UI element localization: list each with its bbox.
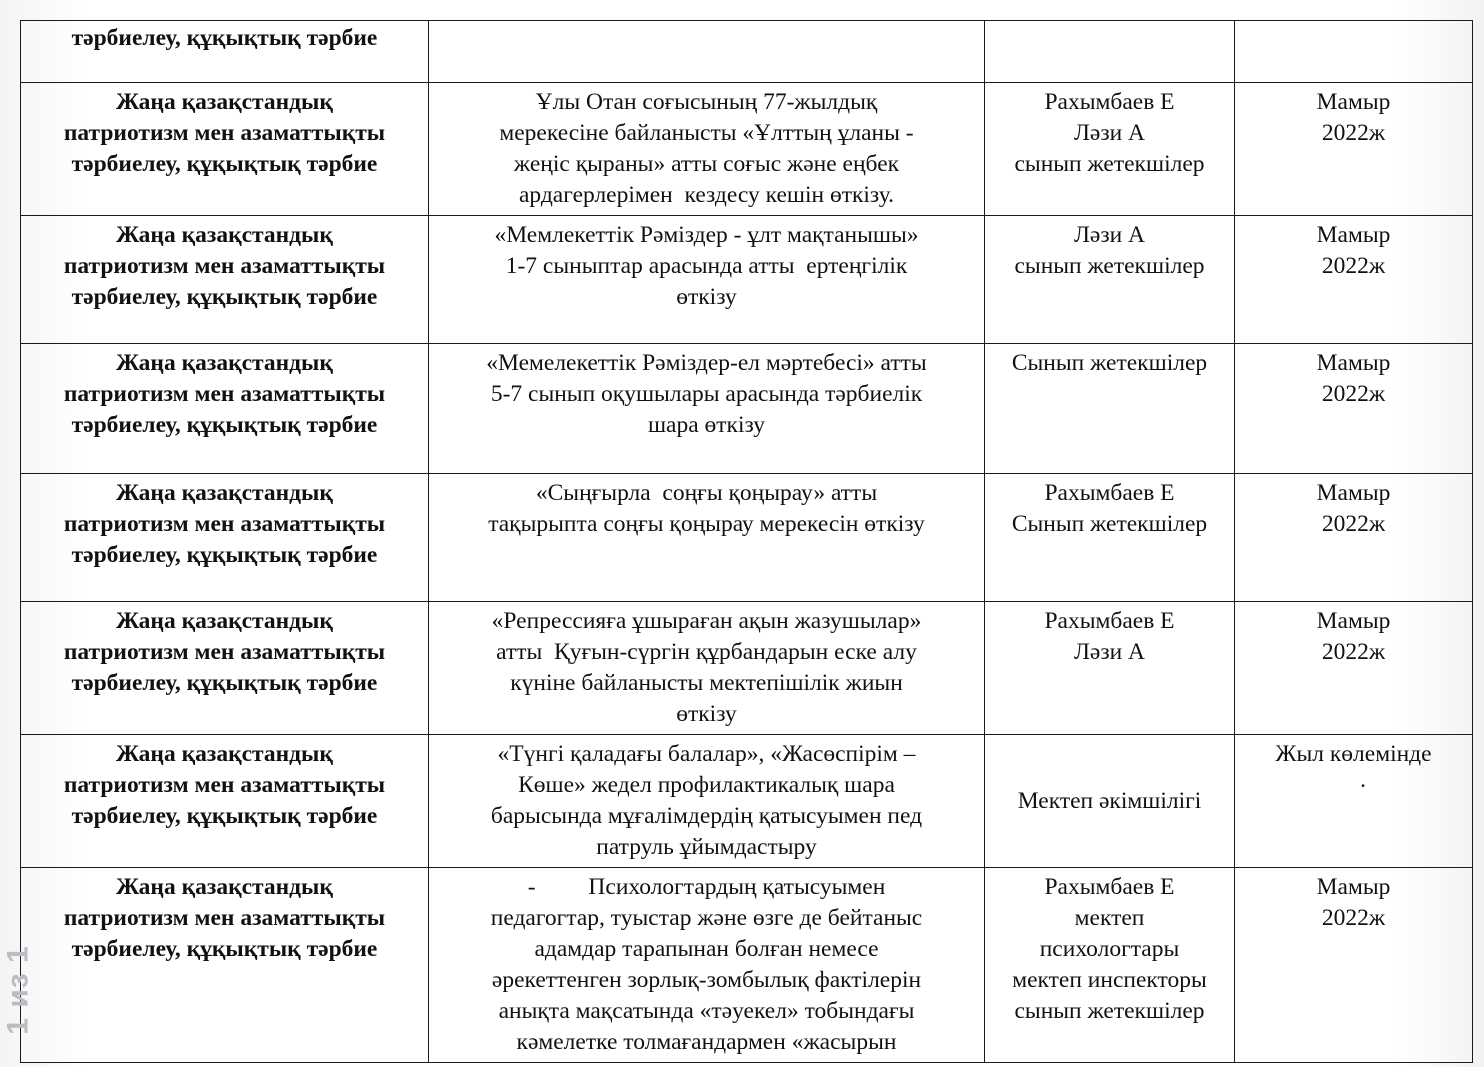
page-counter-text: 1 из 1 — [2, 945, 35, 1035]
table-body — [21, 21, 1473, 1063]
direction-cell — [21, 83, 429, 216]
table-row — [21, 735, 1473, 868]
event-line: патруль ұйымдастыру — [596, 834, 817, 860]
responsible-line: мектеп — [1074, 905, 1145, 931]
responsible-line: Мектеп әкімшілігі — [1017, 787, 1202, 814]
event-line: адамдар тарапынан болған немесе — [534, 936, 879, 962]
responsible-cell — [985, 602, 1235, 735]
event-line: атты Қуғын-сүргін құрбандарын еске алу — [496, 639, 917, 665]
direction-line: патриотизм мен азаматтықты — [63, 120, 386, 146]
direction-line: патриотизм мен азаматтықты — [63, 905, 386, 931]
event-line: өткізу — [676, 701, 737, 727]
direction-line: Жаңа қазақстандық — [116, 608, 333, 634]
responsible-line: мектеп инспекторы — [1012, 967, 1207, 993]
direction-line: тәрбиелеу, құқықтық тәрбие — [71, 936, 378, 962]
direction-cell — [21, 344, 429, 474]
direction-line: Жаңа қазақстандық — [116, 89, 333, 115]
direction-line: Жаңа қазақстандық — [116, 741, 333, 767]
event-cell — [429, 474, 985, 602]
responsible-line: Ләзи А — [1073, 222, 1146, 248]
event-cell — [429, 344, 985, 474]
direction-line: тәрбиелеу, құқықтық тәрбие — [71, 151, 378, 177]
date-line: Мамыр — [1316, 480, 1391, 506]
direction-line: тәрбиелеу, құқықтық тәрбие — [71, 284, 378, 310]
date-line: Мамыр — [1316, 874, 1391, 900]
event-line: «Түнгі қаладағы балалар», «Жасөспірім – — [497, 741, 916, 767]
date-line: 2022ж — [1321, 511, 1386, 537]
responsible-line: психологтары — [1039, 936, 1180, 962]
direction-line: Жаңа қазақстандық — [116, 350, 333, 376]
event-line: өткізу — [676, 284, 737, 310]
direction-line: Жаңа қазақстандық — [116, 222, 333, 248]
event-cell — [429, 21, 985, 83]
responsible-cell — [985, 735, 1235, 868]
direction-line: тәрбиелеу, құқықтық тәрбие — [71, 412, 378, 438]
event-plan-table — [20, 20, 1473, 1063]
responsible-cell — [985, 868, 1235, 1063]
event-line: ардагерлерімен кездесу кешін өткізу. — [518, 182, 894, 208]
event-line: «Мемлекеттік Рәміздер - ұлт мақтанышы» — [494, 222, 919, 248]
date-line: . — [1360, 767, 1366, 793]
responsible-line: Сынып жетекшілер — [1011, 511, 1208, 537]
event-line: кәмелетке толмағандармен «жасырын — [516, 1029, 897, 1055]
date-cell — [1235, 474, 1473, 602]
date-cell — [1235, 602, 1473, 735]
direction-line: патриотизм мен азаматтықты — [63, 772, 386, 798]
table-row — [21, 474, 1473, 602]
date-cell — [1235, 735, 1473, 868]
table-row — [21, 216, 1473, 344]
date-line: Мамыр — [1316, 350, 1391, 376]
event-line: Көше» жедел профилактикалық шара — [518, 772, 895, 798]
event-line: 1-7 сыныптар арасында атты ертеңгілік — [505, 253, 908, 279]
event-line: - Психологтардың қатысуымен — [527, 874, 886, 900]
direction-cell — [21, 868, 429, 1063]
direction-cell — [21, 216, 429, 344]
table-row — [21, 868, 1473, 1063]
direction-cell — [21, 21, 429, 83]
direction-cell — [21, 602, 429, 735]
direction-line: патриотизм мен азаматтықты — [63, 381, 386, 407]
responsible-cell — [985, 474, 1235, 602]
date-cell — [1235, 216, 1473, 344]
event-line: «Репрессияға ұшыраған ақын жазушылар» — [491, 608, 922, 634]
date-line: Жыл көлемінде — [1275, 741, 1432, 767]
responsible-cell — [985, 21, 1235, 83]
date-line: Мамыр — [1316, 608, 1391, 634]
direction-line: тәрбиелеу, құқықтық тәрбие — [71, 542, 378, 568]
responsible-line: Рахымбаев Е — [1044, 89, 1175, 115]
event-line: «Мемелекеттік Рәміздер-ел мәртебесі» атты — [486, 350, 927, 376]
date-line: 2022ж — [1321, 120, 1386, 146]
table-row — [21, 83, 1473, 216]
date-line: 2022ж — [1321, 253, 1386, 279]
event-line: күніне байланысты мектепішілік жиын — [510, 670, 903, 696]
responsible-line: сынып жетекшілер — [1014, 151, 1205, 177]
event-cell — [429, 83, 985, 216]
direction-line: Жаңа қазақстандық — [116, 480, 333, 506]
responsible-line: Рахымбаев Е — [1044, 874, 1175, 900]
table-row — [21, 21, 1473, 83]
date-cell — [1235, 21, 1473, 83]
date-line: 2022ж — [1321, 639, 1386, 665]
responsible-line: Сынып жетекшілер — [1011, 350, 1208, 376]
event-line: педагогтар, туыстар және өзге де бейтаныс — [490, 905, 923, 931]
event-line: әрекеттенген зорлық-зомбылық фактілерін — [491, 967, 922, 993]
date-line: 2022ж — [1321, 381, 1386, 407]
responsible-line: Рахымбаев Е — [1044, 608, 1175, 634]
event-line: «Сыңғырла соңғы қоңырау» атты — [535, 480, 878, 506]
event-line: шара өткізу — [647, 412, 766, 438]
responsible-line: сынып жетекшілер — [1014, 253, 1205, 279]
event-cell — [429, 602, 985, 735]
responsible-cell — [985, 216, 1235, 344]
event-line: 5-7 сынып оқушылары арасында тәрбиелік — [490, 381, 923, 407]
event-cell — [429, 868, 985, 1063]
direction-line: тәрбиелеу, құқықтық тәрбие — [71, 803, 378, 829]
event-line: жеңіс қыраны» атты соғыс және еңбек — [513, 151, 900, 177]
event-cell — [429, 735, 985, 868]
direction-cell — [21, 735, 429, 868]
responsible-line: Рахымбаев Е — [1044, 480, 1175, 506]
event-line: Ұлы Отан соғысының 77-жылдық — [535, 89, 878, 115]
responsible-cell — [985, 344, 1235, 474]
event-line: анықта мақсатында «тәуекел» тобындағы — [498, 998, 915, 1024]
direction-line: патриотизм мен азаматтықты — [63, 639, 386, 665]
date-line: Мамыр — [1316, 89, 1391, 115]
direction-line: тәрбиелеу, құқықтық тәрбие — [71, 670, 378, 696]
direction-line: тәрбиелеу, құқықтық тәрбие — [71, 25, 378, 51]
responsible-line: Ләзи А — [1073, 639, 1146, 665]
event-cell — [429, 216, 985, 344]
responsible-line: сынып жетекшілер — [1014, 998, 1205, 1024]
direction-cell — [21, 474, 429, 602]
date-cell — [1235, 344, 1473, 474]
date-cell — [1235, 868, 1473, 1063]
responsible-line: Ләзи А — [1073, 120, 1146, 146]
event-line: мерекесіне байланысты «Ұлттың ұланы - — [499, 120, 914, 146]
table-row — [21, 602, 1473, 735]
date-line: Мамыр — [1316, 222, 1391, 248]
date-line: 2022ж — [1321, 905, 1386, 931]
event-line: тақырыпта соңғы қоңырау мерекесін өткізу — [488, 511, 925, 537]
responsible-cell — [985, 83, 1235, 216]
event-line: барысында мұғалімдердің қатысуымен пед — [490, 803, 923, 829]
direction-line: патриотизм мен азаматтықты — [63, 511, 386, 537]
direction-line: Жаңа қазақстандық — [116, 874, 333, 900]
table-row — [21, 344, 1473, 474]
date-cell — [1235, 83, 1473, 216]
page-counter — [0, 920, 38, 1060]
direction-line: патриотизм мен азаматтықты — [63, 253, 386, 279]
